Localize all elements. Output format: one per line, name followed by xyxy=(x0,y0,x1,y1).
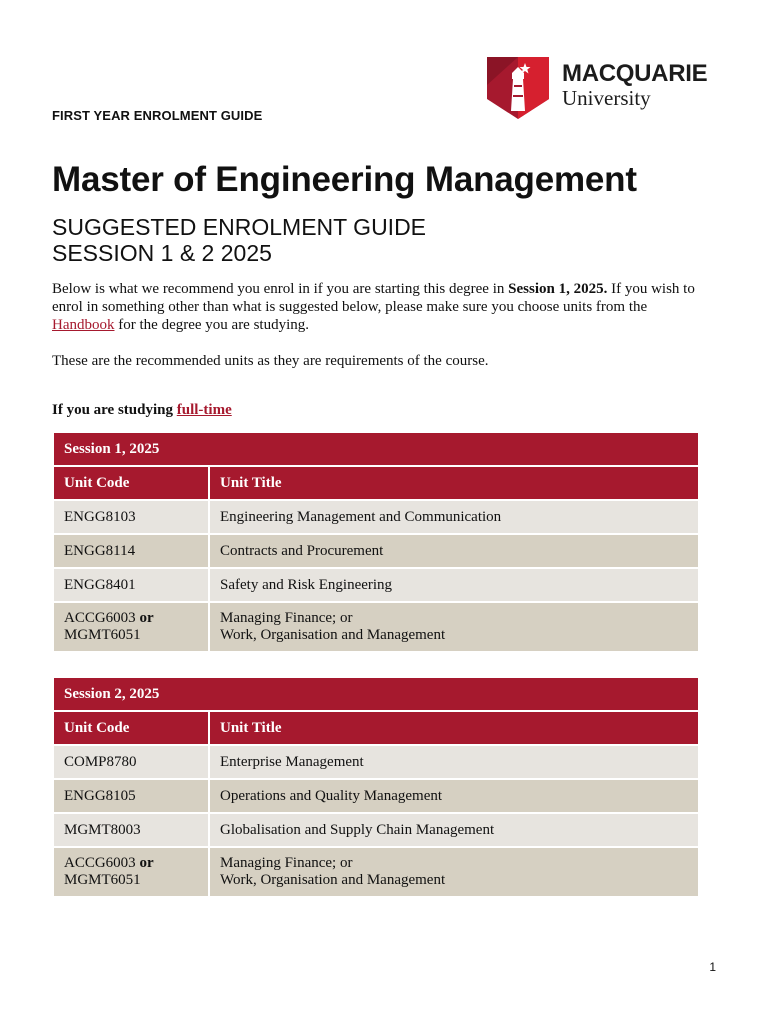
table-row xyxy=(53,602,699,652)
table-row xyxy=(53,779,699,813)
session-1-table xyxy=(52,431,700,653)
session-2-table xyxy=(52,676,700,898)
table-row xyxy=(53,745,699,779)
unit-title: Operations and Quality Management xyxy=(209,779,699,813)
unit-code: MGMT8003 xyxy=(53,813,209,847)
macquarie-logo xyxy=(485,55,725,123)
logo-subtext: University xyxy=(562,86,651,110)
table-row xyxy=(53,568,699,602)
intro-paragraph xyxy=(52,280,712,334)
or-label: or xyxy=(135,610,154,626)
study-mode-heading xyxy=(52,402,232,419)
guide-label: FIRST YEAR ENROLMENT GUIDE xyxy=(52,108,263,123)
intro-text-a: Below is what we recommend you enrol in if you are starting this degree in xyxy=(52,281,509,297)
table-row xyxy=(53,847,699,897)
table-row xyxy=(53,500,699,534)
column-header-code: Unit Code xyxy=(53,466,209,500)
unit-title: Work, Organisation and Management xyxy=(220,627,446,643)
column-header-code: Unit Code xyxy=(53,711,209,745)
unit-title: Safety and Risk Engineering xyxy=(209,568,699,602)
or-label: or xyxy=(135,855,154,871)
unit-code-choice xyxy=(53,847,209,897)
intro-text-c: for the degree you are studying. xyxy=(114,317,310,333)
intro-text xyxy=(52,280,712,370)
unit-title: Engineering Management and Communication xyxy=(209,500,699,534)
lighthouse-crest-icon xyxy=(485,55,551,121)
unit-title-choice xyxy=(209,602,699,652)
unit-code: ENGG8103 xyxy=(53,500,209,534)
unit-title: Work, Organisation and Management xyxy=(220,872,446,888)
unit-title: Enterprise Management xyxy=(209,745,699,779)
unit-code: MGMT6051 xyxy=(64,872,141,888)
unit-code: ENGG8105 xyxy=(53,779,209,813)
unit-title: Managing Finance; or xyxy=(220,855,353,871)
unit-code: COMP8780 xyxy=(53,745,209,779)
table-row xyxy=(53,813,699,847)
unit-code: ENGG8401 xyxy=(53,568,209,602)
column-header-title: Unit Title xyxy=(209,711,699,745)
unit-title: Managing Finance; or xyxy=(220,610,353,626)
intro-session-bold: Session 1, 2025. xyxy=(508,281,608,297)
unit-title-choice xyxy=(209,847,699,897)
logo-wordmark: MACQUARIE xyxy=(562,60,708,87)
column-header-title: Unit Title xyxy=(209,466,699,500)
subtitle-line-1: SUGGESTED ENROLMENT GUIDE xyxy=(52,214,427,240)
session-header: Session 1, 2025 xyxy=(53,432,699,466)
handbook-link[interactable]: Handbook xyxy=(52,317,115,333)
requirements-note: These are the recommended units as they are requirements of the course. xyxy=(52,353,489,369)
table-row xyxy=(53,534,699,568)
session-header: Session 2, 2025 xyxy=(53,677,699,711)
unit-code: ACCG6003 xyxy=(64,855,136,871)
page-number: 1 xyxy=(709,960,716,974)
unit-code: MGMT6051 xyxy=(64,627,141,643)
unit-code-choice xyxy=(53,602,209,652)
unit-code: ENGG8114 xyxy=(53,534,209,568)
subtitle-line-2: SESSION 1 & 2 2025 xyxy=(52,240,272,266)
intro-text-b: If you wish to enrol in something other than what is suggested below, please make sure you choose units from the xyxy=(52,281,695,315)
unit-title: Globalisation and Supply Chain Management xyxy=(209,813,699,847)
page-title: Master of Engineering Management xyxy=(52,160,637,199)
unit-code: ACCG6003 xyxy=(64,610,136,626)
unit-title: Contracts and Procurement xyxy=(209,534,699,568)
full-time-link[interactable]: full-time xyxy=(176,402,232,418)
study-mode-prefix: If you are studying xyxy=(52,402,177,418)
